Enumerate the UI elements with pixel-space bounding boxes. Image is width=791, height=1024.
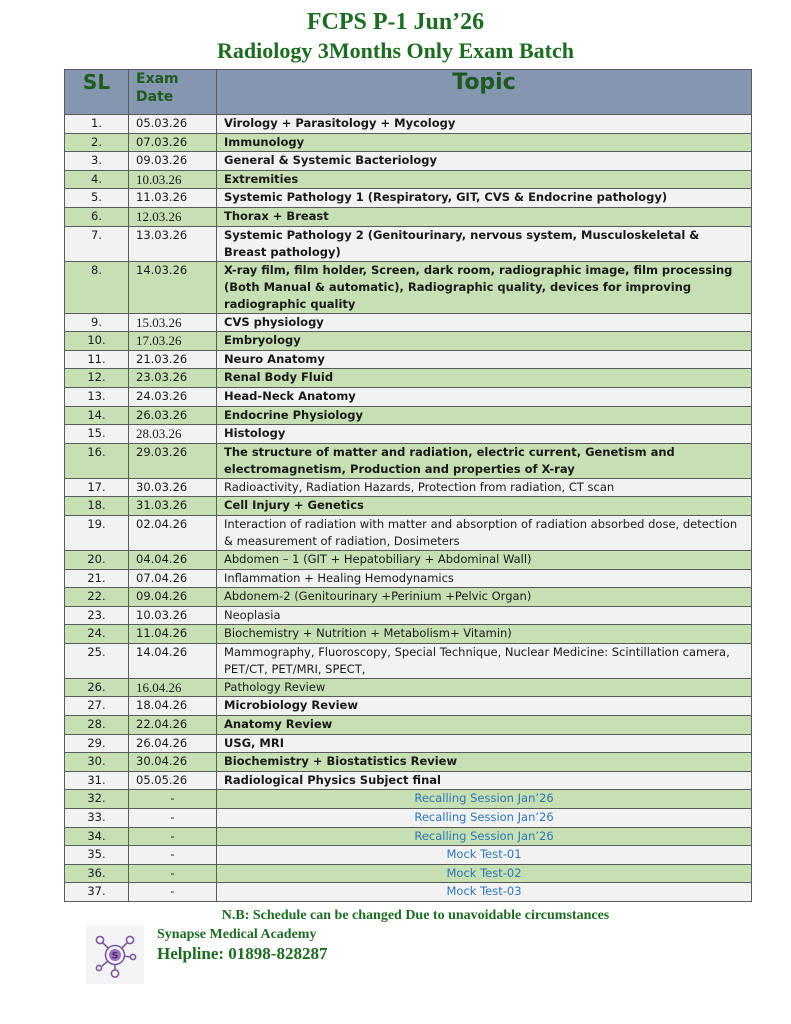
table-row — [65, 115, 752, 134]
cell-topic: General & Systemic Bacteriology — [217, 152, 752, 171]
cell-exam-date: 09.04.26 — [129, 588, 217, 607]
cell-sl: 12. — [65, 369, 129, 388]
cell-exam-date: 09.03.26 — [129, 152, 217, 171]
cell-topic: Mock Test-03 — [217, 883, 752, 902]
table-row — [65, 261, 752, 313]
cell-exam-date: - — [129, 883, 217, 902]
cell-exam-date: - — [129, 846, 217, 865]
table-row — [65, 550, 752, 569]
cell-sl: 15. — [65, 425, 129, 444]
cell-sl: 23. — [65, 606, 129, 625]
cell-topic: Mock Test-02 — [217, 864, 752, 883]
cell-sl: 13. — [65, 387, 129, 406]
cell-sl: 26. — [65, 678, 129, 697]
cell-sl: 10. — [65, 332, 129, 351]
cell-exam-date: 24.03.26 — [129, 387, 217, 406]
cell-exam-date: - — [129, 790, 217, 809]
cell-sl: 25. — [65, 643, 129, 678]
cell-topic: Biochemistry + Nutrition + Metabolism+ Vitamin) — [217, 625, 752, 644]
table-row — [65, 588, 752, 607]
cell-exam-date: 12.03.26 — [129, 207, 217, 226]
table-row — [65, 569, 752, 588]
table-row — [65, 846, 752, 865]
cell-sl: 31. — [65, 771, 129, 790]
cell-sl: 27. — [65, 697, 129, 716]
cell-topic: Microbiology Review — [217, 697, 752, 716]
table-row — [65, 697, 752, 716]
cell-exam-date: 23.03.26 — [129, 369, 217, 388]
cell-topic: Cell Injury + Genetics — [217, 497, 752, 516]
cell-sl: 36. — [65, 864, 129, 883]
cell-topic: Immunology — [217, 133, 752, 152]
cell-topic: Virology + Parasitology + Mycology — [217, 115, 752, 134]
cell-exam-date: 02.04.26 — [129, 515, 217, 550]
cell-topic: CVS physiology — [217, 313, 752, 332]
cell-exam-date: 28.03.26 — [129, 425, 217, 444]
cell-sl: 1. — [65, 115, 129, 134]
table-row — [65, 189, 752, 208]
table-row — [65, 809, 752, 828]
table-row — [65, 478, 752, 497]
cell-sl: 22. — [65, 588, 129, 607]
cell-topic: Systemic Pathology 1 (Respiratory, GIT, CVS & Endocrine pathology) — [217, 189, 752, 208]
table-row — [65, 625, 752, 644]
cell-sl: 11. — [65, 350, 129, 369]
table-row — [65, 170, 752, 189]
table-row — [65, 152, 752, 171]
cell-exam-date: 11.04.26 — [129, 625, 217, 644]
table-row — [65, 515, 752, 550]
cell-topic: Mock Test-01 — [217, 846, 752, 865]
cell-sl: 17. — [65, 478, 129, 497]
cell-topic: Renal Body Fluid — [217, 369, 752, 388]
cell-exam-date: 07.04.26 — [129, 569, 217, 588]
page-subtitle: Radiology 3Months Only Exam Batch — [217, 38, 574, 63]
cell-exam-date: 07.03.26 — [129, 133, 217, 152]
cell-sl: 35. — [65, 846, 129, 865]
cell-exam-date: - — [129, 809, 217, 828]
cell-topic: Recalling Session Jan’26 — [217, 827, 752, 846]
cell-exam-date: 11.03.26 — [129, 189, 217, 208]
cell-topic: Mammography, Fluoroscopy, Special Technique, Nuclear Medicine: Scintillation camera, PET/CT, PET/MRI, SPECT, — [217, 643, 752, 678]
cell-topic: Radioactivity, Radiation Hazards, Protection from radiation, CT scan — [217, 478, 752, 497]
cell-exam-date: 30.03.26 — [129, 478, 217, 497]
table-row — [65, 771, 752, 790]
cell-sl: 30. — [65, 753, 129, 772]
cell-exam-date: 05.05.26 — [129, 771, 217, 790]
cell-sl: 2. — [65, 133, 129, 152]
cell-exam-date: 10.03.26 — [129, 606, 217, 625]
cell-exam-date: 16.04.26 — [129, 678, 217, 697]
cell-sl: 37. — [65, 883, 129, 902]
cell-sl: 14. — [65, 406, 129, 425]
table-row — [65, 313, 752, 332]
table-row — [65, 332, 752, 351]
cell-topic: Neuro Anatomy — [217, 350, 752, 369]
table-row — [65, 606, 752, 625]
table-row — [65, 350, 752, 369]
cell-topic: Recalling Session Jan’26 — [217, 790, 752, 809]
cell-topic: Endocrine Physiology — [217, 406, 752, 425]
cell-sl: 20. — [65, 550, 129, 569]
cell-sl: 8. — [65, 261, 129, 313]
table-row — [65, 827, 752, 846]
cell-topic: Systemic Pathology 2 (Genitourinary, nervous system, Musculoskeletal & Breast pathology) — [217, 226, 752, 261]
cell-exam-date: 18.04.26 — [129, 697, 217, 716]
cell-topic: Extremities — [217, 170, 752, 189]
cell-exam-date: 05.03.26 — [129, 115, 217, 134]
table-row — [65, 716, 752, 735]
cell-exam-date: 26.04.26 — [129, 734, 217, 753]
cell-sl: 6. — [65, 207, 129, 226]
page-title: FCPS P-1 Jun’26 — [306, 9, 485, 35]
cell-sl: 16. — [65, 443, 129, 478]
table-row — [65, 387, 752, 406]
cell-sl: 7. — [65, 226, 129, 261]
cell-topic: Histology — [217, 425, 752, 444]
cell-exam-date: - — [129, 827, 217, 846]
cell-topic: Biochemistry + Biostatistics Review — [217, 753, 752, 772]
cell-sl: 4. — [65, 170, 129, 189]
cell-sl: 19. — [65, 515, 129, 550]
cell-topic: Recalling Session Jan’26 — [217, 809, 752, 828]
table-row — [65, 753, 752, 772]
cell-sl: 21. — [65, 569, 129, 588]
table-row — [65, 369, 752, 388]
cell-exam-date: 26.03.26 — [129, 406, 217, 425]
cell-exam-date: 17.03.26 — [129, 332, 217, 351]
cell-exam-date: 30.04.26 — [129, 753, 217, 772]
cell-exam-date: 29.03.26 — [129, 443, 217, 478]
table-row — [65, 734, 752, 753]
column-header-exam-date — [129, 70, 217, 115]
cell-exam-date: 14.03.26 — [129, 261, 217, 313]
cell-topic: X-ray film, film holder, Screen, dark room, radiographic image, film processing (Both Manual & automatic), Radiographic quality, devices for improving radiographic quality — [217, 261, 752, 313]
cell-sl: 9. — [65, 313, 129, 332]
cell-exam-date: - — [129, 864, 217, 883]
cell-sl: 32. — [65, 790, 129, 809]
cell-exam-date: 22.04.26 — [129, 716, 217, 735]
table-row — [65, 133, 752, 152]
cell-exam-date: 13.03.26 — [129, 226, 217, 261]
cell-topic: The structure of matter and radiation, electric current, Genetism and electromagnetism, Production and properties of X-ray — [217, 443, 752, 478]
table-row — [65, 643, 752, 678]
cell-topic: Radiological Physics Subject final — [217, 771, 752, 790]
table-row — [65, 406, 752, 425]
schedule-note: N.B: Schedule can be changed Due to unavoidable circumstances — [221, 908, 610, 923]
helpline-number: Helpline: 01898-828287 — [157, 944, 328, 963]
cell-topic: Interaction of radiation with matter and absorption of radiation absorbed dose, detection & measurement of radiation, Dosimeters — [217, 515, 752, 550]
table-row — [65, 207, 752, 226]
cell-exam-date: 21.03.26 — [129, 350, 217, 369]
column-header-exam-date-line2: Date — [136, 89, 174, 105]
cell-topic: Embryology — [217, 332, 752, 351]
cell-topic: Neoplasia — [217, 606, 752, 625]
cell-sl: 18. — [65, 497, 129, 516]
logo-letter: S — [111, 951, 119, 962]
cell-topic: Head-Neck Anatomy — [217, 387, 752, 406]
cell-sl: 28. — [65, 716, 129, 735]
table-row — [65, 226, 752, 261]
cell-sl: 29. — [65, 734, 129, 753]
cell-topic: Abdonem-2 (Genitourinary +Perinium +Pelvic Organ) — [217, 588, 752, 607]
cell-topic: USG, MRI — [217, 734, 752, 753]
cell-topic: Anatomy Review — [217, 716, 752, 735]
table-row — [65, 443, 752, 478]
cell-exam-date: 10.03.26 — [129, 170, 217, 189]
column-header-exam-date-line1: Exam — [136, 71, 179, 87]
table-row — [65, 883, 752, 902]
table-row — [65, 678, 752, 697]
column-header-sl: SL — [65, 70, 129, 115]
cell-topic: Thorax + Breast — [217, 207, 752, 226]
cell-exam-date: 15.03.26 — [129, 313, 217, 332]
table-row — [65, 864, 752, 883]
cell-exam-date: 31.03.26 — [129, 497, 217, 516]
schedule-table — [64, 69, 752, 902]
column-header-topic: Topic — [217, 70, 752, 115]
academy-logo — [86, 926, 144, 984]
cell-exam-date: 04.04.26 — [129, 550, 217, 569]
cell-exam-date: 14.04.26 — [129, 643, 217, 678]
table-row — [65, 425, 752, 444]
cell-sl: 34. — [65, 827, 129, 846]
cell-sl: 33. — [65, 809, 129, 828]
cell-topic: Inflammation + Healing Hemodynamics — [217, 569, 752, 588]
network-nodes-logo-icon — [86, 926, 144, 984]
table-header-row — [65, 70, 752, 115]
cell-topic: Pathology Review — [217, 678, 752, 697]
table-row — [65, 790, 752, 809]
cell-sl: 5. — [65, 189, 129, 208]
cell-topic: Abdomen – 1 (GIT + Hepatobiliary + Abdominal Wall) — [217, 550, 752, 569]
cell-sl: 3. — [65, 152, 129, 171]
table-row — [65, 497, 752, 516]
academy-name: Synapse Medical Academy — [157, 927, 317, 942]
cell-sl: 24. — [65, 625, 129, 644]
